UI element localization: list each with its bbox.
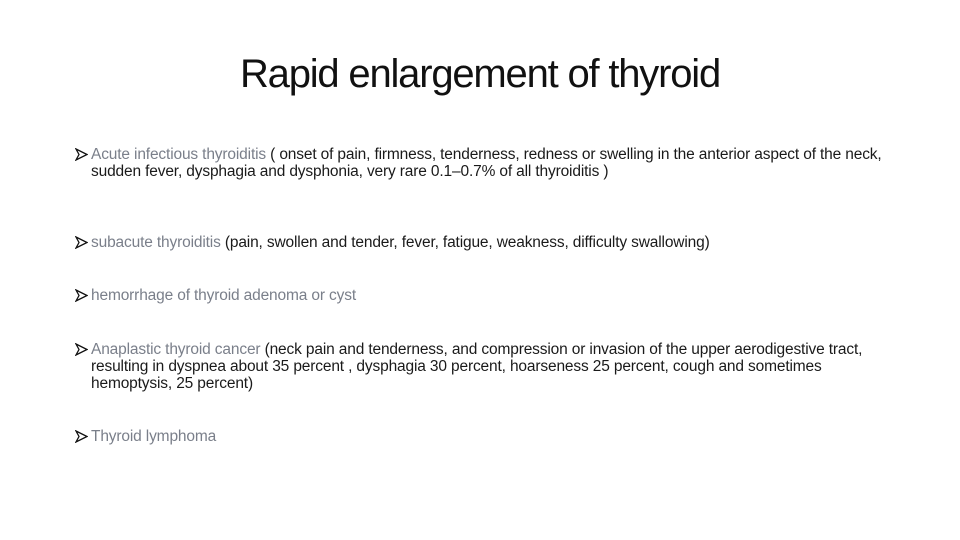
slide-title: Rapid enlargement of thyroid	[239, 52, 721, 96]
bullet-item-hemorrhage	[75, 287, 901, 304]
bullet-term: hemorrhage of thyroid adenoma or cyst	[91, 287, 356, 304]
arrow-bullet-icon	[75, 146, 89, 161]
bullet-item-thyroid-lymphoma	[75, 428, 901, 445]
bullet-term: subacute thyroiditis	[91, 234, 221, 251]
bullet-term: Acute infectious thyroiditis	[91, 146, 266, 163]
bullet-item-acute-infectious-thyroiditis	[75, 146, 901, 180]
bullet-term: Thyroid lymphoma	[91, 428, 217, 445]
bullet-term: Anaplastic thyroid cancer	[91, 341, 261, 358]
arrow-bullet-icon	[75, 341, 89, 356]
bullet-details: (pain, swollen and tender, fever, fatigue, weakness, difficulty swallowing)	[220, 234, 710, 251]
bullet-details: (neck pain and tenderness, and compression or invasion of the upper aerodigestive tract, resulting in dyspnea about 35 percent , dysphagia 30 percent, hoarseness 25 percent, cough and sometimes hemoptysis, 25 percent)	[91, 341, 863, 392]
arrow-bullet-icon	[75, 234, 89, 249]
bullet-item-subacute-thyroiditis	[75, 234, 901, 251]
arrow-bullet-icon	[75, 428, 89, 443]
bullet-details: ( onset of pain, firmness, tenderness, redness or swelling in the anterior aspect of the neck, sudden fever, dysphagia and dysphonia, very rare 0.1–0.7% of all thyroiditis )	[91, 146, 882, 180]
arrow-bullet-icon	[75, 287, 89, 302]
bullet-item-anaplastic-thyroid-cancer	[75, 341, 901, 392]
